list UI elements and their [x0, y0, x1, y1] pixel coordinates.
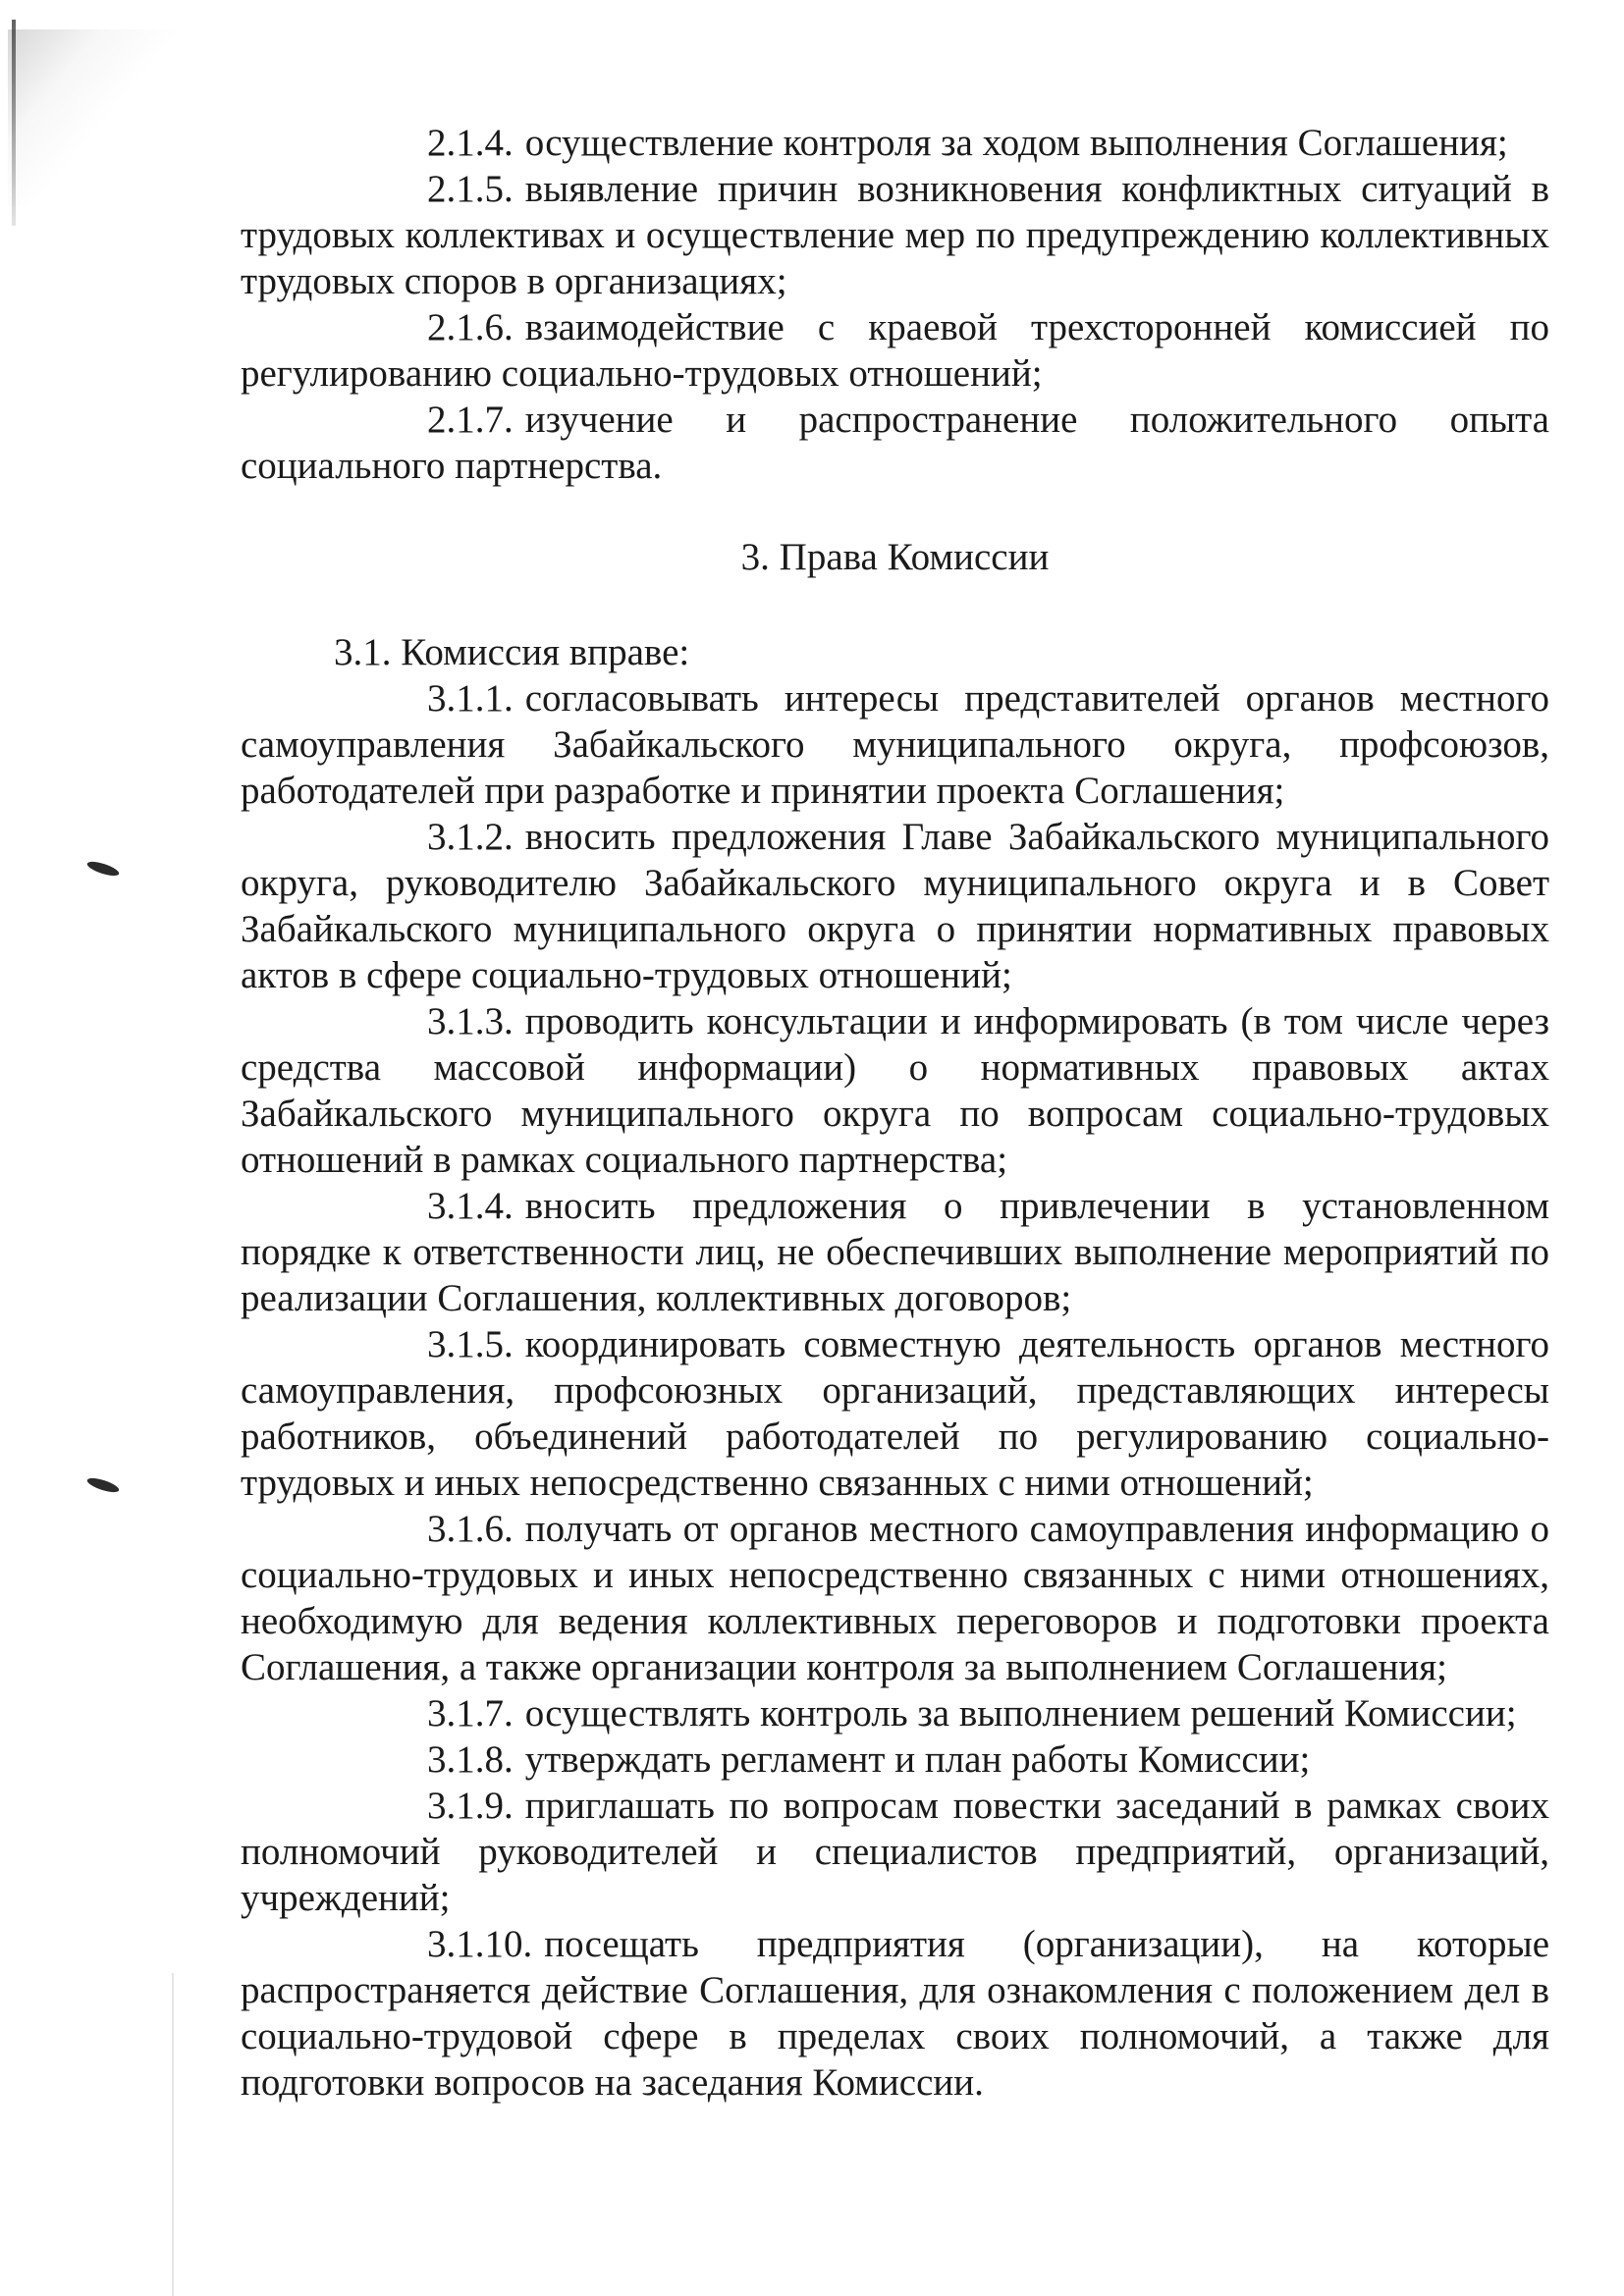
item-text: координировать совместную деятельность органов местного самоуправления, профсоюзных организаций, представляющих интересы работников, объединений работодателей по регулированию социально-трудовых и иных непосредственно связанных с ними отношений;: [241, 1323, 1549, 1504]
list-item: [241, 1736, 1549, 1783]
scan-fold-line: [172, 1973, 174, 2296]
list-item: [241, 304, 1549, 397]
list-item: [241, 120, 1549, 166]
list-item: [241, 1921, 1549, 2106]
item-text: получать от органов местного самоуправления информацию о социально-трудовых и иных непосредственно связанных с ними отношениях, необходимую для ведения коллективных переговоров и подготовки проекта Соглашения, а также организации контроля за выполнением Соглашения;: [241, 1508, 1549, 1688]
item-text: взаимодействие с краевой трехсторонней комиссией по регулированию социально-трудовых отношений;: [241, 306, 1549, 395]
item-number: 3.1.10.: [427, 1923, 533, 1965]
item-number: 3.1.9.: [427, 1785, 514, 1827]
list-item: [241, 166, 1549, 304]
item-number: 3.1.4.: [427, 1185, 514, 1227]
scan-edge-shadow: [8, 29, 175, 206]
item-number: 3.1.8.: [427, 1738, 514, 1781]
item-number: 3.1.5.: [427, 1323, 514, 1365]
hole-punch-mark-lower: [85, 1475, 120, 1495]
item-number: 2.1.6.: [427, 306, 514, 348]
section-intro: 3.1. Комиссия вправе:: [334, 631, 690, 673]
item-text: проводить консультации и информировать (в том числе через средства массовой информации) о нормативных правовых актах Забайкальского муниципального округа по вопросам социально-трудовых отношений в рамках социального партнерства;: [241, 1000, 1549, 1181]
list-item: [241, 675, 1549, 814]
item-number: 2.1.5.: [427, 168, 514, 210]
item-number: 3.1.3.: [427, 1000, 514, 1042]
item-number: 3.1.7.: [427, 1692, 514, 1735]
list-item: [241, 1321, 1549, 1506]
list-item: [241, 814, 1549, 998]
item-text: посещать предприятия (организации), на которые распространяется действие Соглашения, для ознакомления с положением дел в социально-трудовой сфере в пределах своих полномочий, а также для подготовки вопросов на заседания Комиссии.: [241, 1923, 1549, 2104]
item-number: 2.1.4.: [427, 122, 514, 164]
item-number: 2.1.7.: [427, 399, 514, 441]
item-number: 3.1.6.: [427, 1508, 514, 1550]
list-item: [241, 998, 1549, 1183]
item-text: осуществление контроля за ходом выполнения Соглашения;: [524, 122, 1508, 164]
item-text: изучение и распространение положительного опыта социального партнерства.: [241, 399, 1549, 487]
section-heading: 3. Права Комиссии: [740, 536, 1050, 578]
item-text: вносить предложения о привлечении в установленном порядке к ответственности лиц, не обеспечивших выполнение мероприятий по реализации Соглашения, коллективных договоров;: [241, 1185, 1549, 1319]
list-item: [241, 1783, 1549, 1921]
item-text: утверждать регламент и план работы Комиссии;: [524, 1738, 1311, 1781]
document-body: [241, 120, 1549, 2106]
list-item: [241, 1690, 1549, 1736]
hole-punch-mark-upper: [85, 859, 120, 879]
item-text: приглашать по вопросам повестки заседаний в рамках своих полномочий руководителей и специалистов предприятий, организаций, учреждений;: [241, 1785, 1549, 1919]
item-number: 3.1.2.: [427, 816, 514, 858]
item-text: выявление причин возникновения конфликтных ситуаций в трудовых коллективах и осуществление мер по предупреждению коллективных трудовых споров в организациях;: [241, 168, 1549, 302]
item-text: вносить предложения Главе Забайкальского муниципального округа, руководителю Забайкальского муниципального округа и в Совет Забайкальского муниципального округа о принятии нормативных правовых актов в сфере социально-трудовых отношений;: [241, 816, 1549, 996]
item-number: 3.1.1.: [427, 677, 514, 720]
scan-edge-line: [12, 20, 16, 226]
list-item: [241, 397, 1549, 489]
list-item: [241, 1183, 1549, 1321]
item-text: согласовывать интересы представителей органов местного самоуправления Забайкальского муниципального округа, профсоюзов, работодателей при разработке и принятии проекта Соглашения;: [241, 677, 1549, 812]
list-item: [241, 1506, 1549, 1690]
item-text: осуществлять контроль за выполнением решений Комиссии;: [524, 1692, 1517, 1735]
